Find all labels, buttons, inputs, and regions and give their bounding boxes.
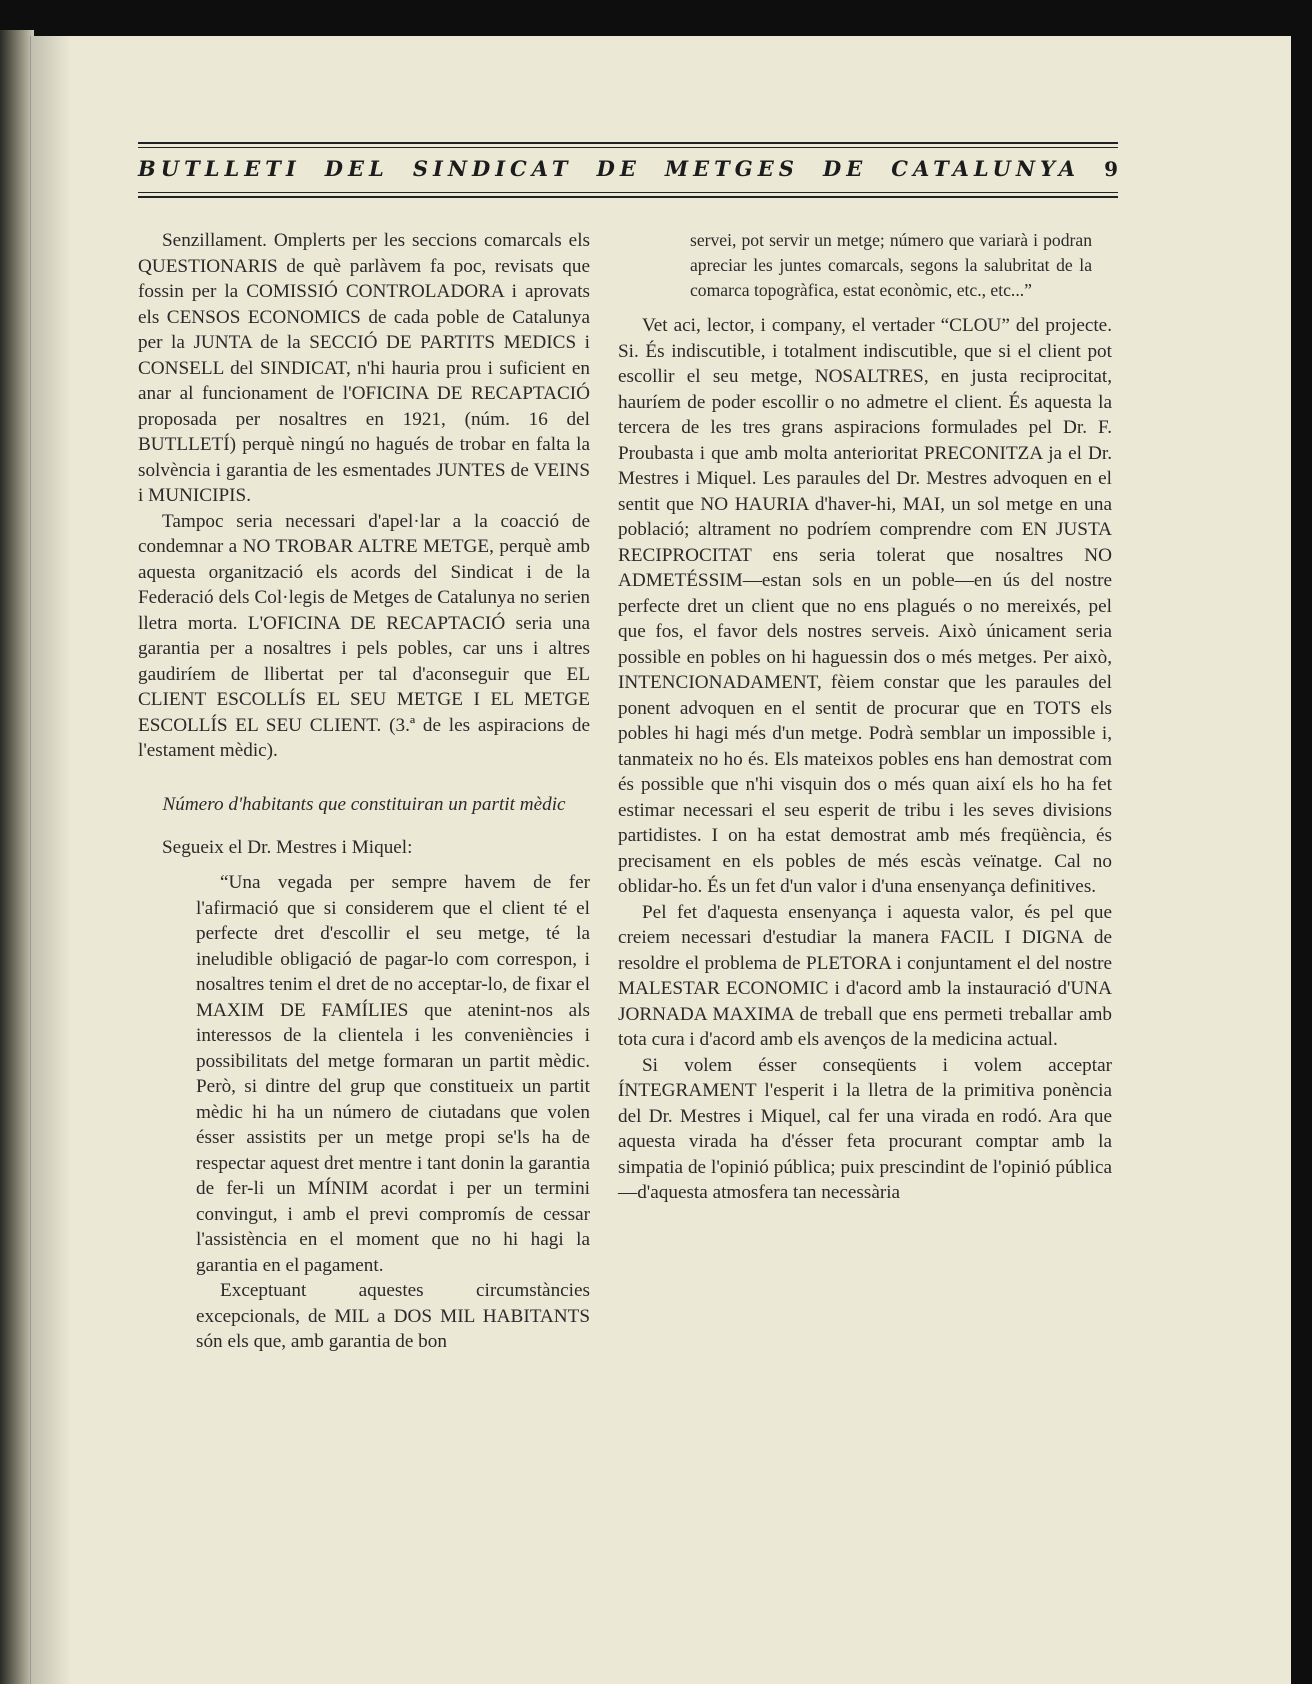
header-word: CATALUNYA <box>891 156 1080 181</box>
header-word: SINDICAT <box>412 156 573 181</box>
quote-paragraph: servei, pot servir un metge; número que variarà i podran apreciar les juntes comarcals, segons la salubritat de la comarca topogràfica, estat econòmic, etc., etc...” <box>690 230 1092 300</box>
quote-paragraph: Exceptuant aquestes circumstàncies excepcionals, de MIL a DOS MIL HABITANTS són els que, amb garantia de bon <box>196 1280 590 1352</box>
quote-continuation <box>690 228 1092 303</box>
paragraph: Segueix el Dr. Mestres i Miquel: <box>162 836 413 858</box>
header-rule-bottom <box>138 196 1118 198</box>
header-word: DE <box>596 156 641 181</box>
header-rule-bottom-thin <box>138 192 1118 193</box>
header-word: DE <box>823 156 868 181</box>
header-word: BUTLLETI <box>138 156 301 181</box>
page-number: 9 <box>1104 157 1118 181</box>
right-column <box>618 228 1112 1206</box>
quote-paragraph: “Una vegada per sempre havem de fer l'afirmació que si considerem que el client té el perfecte dret d'escollir el seu metge, té la ineludible obligació de pagar-lo com correspon, i nosaltres tenim el dret de no acceptar-lo, de fixar el MAXIM DE FAMÍLIES que atenint-nos als interessos de la clientela i les conveniències i possibilitats del metge formaran un partit mèdic. Però, si dintre del grup que constitueix un partit mèdic hi ha un número de ciutadans que volen ésser assistits per un metge propi se'ls ha de respectar aquest dret mentre i tant donin la garantia de fer-li un MÍNIM acordat i per un termini convingut, i amb el previ compromís de cessar l'assistència en el moment que no hi hagi la garantia en el pagament. <box>196 872 590 1276</box>
header-word: DEL <box>324 156 389 181</box>
paragraph: Vet aci, lector, i company, el vertader “CLOU” del projecte. Si. És indiscutible, i totalment indiscutible, que si el client pot escollir el seu metge, NOSALTRES, en justa reciprocitat, hauríem de poder escollir o no admetre el client. És aquesta la tercera de les tres grans aspiracions formulades pel Dr. F. Proubasta i que amb molta anterioritat PRECONITZA ja el Dr. Mestres i Miquel. Les paraules del Dr. Mestres advoquen en el sentit que NO HAURIA d'haver-hi, MAI, un sol metge en una població; altrament no podríem comprendre com EN JUSTA RECIPROCITAT ens seria tolerat que nosaltres NO ADMETÉSSIM—estan sols en un poble—en ús del nostre perfecte dret un client que no ens plagués o no mereixés, pel que fos, el favor dels nostres serveis. Això únicament seria possible en pobles on hi haguessin dos o més metges. Per això, INTENCIONADAMENT, fèiem constar que les paraules del ponent advoquen en el sentit de procurar que en TOTS els pobles hi hagi més d'un metge. Podrà semblar un impossible i, tanmateix no ho és. Els mateixos pobles ens han demostrat com és possible que n'hi visquin dos o més quan així els ho ha fet estimar necessari el seu esperit de tribu i les seves divisions partidistes. I on ha estat demostrat amb més freqüència, és precisament en els pobles de més escàs veïnatge. Cal no oblidar-ho. És un fet d'un valor i d'una ensenyança definitives. <box>618 315 1112 897</box>
header-rule-top <box>138 142 1118 144</box>
header-word: METGES <box>664 156 799 181</box>
paragraph: Senzillament. Omplerts per les seccions comarcals els QUESTIONARIS de què parlàvem fa poc, revisats que fossin per la COMISSIÓ CONTROLADORA i aprovats els CENSOS ECONOMICS de cada poble de Catalunya per la JUNTA de la SECCIÓ DE PARTITS MEDICS i CONSELL del SINDICAT, n'hi hauria prou i suficient en anar al funcionament de l'OFICINA DE RECAPTACIÓ proposada per nosaltres en 1921, (núm. 16 del BUTLLETÍ) perquè ningú no hagués de trobar en falta la solvència i garantia de les esmentades JUNTES de VEINS i MUNICIPIS. <box>138 230 590 506</box>
section-title: Número d'habitants que constituiran un partit mèdic <box>162 793 566 815</box>
header-rule-top-thin <box>138 147 1118 148</box>
running-header <box>138 104 1118 204</box>
left-column <box>138 228 590 1355</box>
paragraph: Tampoc seria necessari d'apel·lar a la coacció de condemnar a NO TROBAR ALTRE METGE, perquè amb aquesta organització els acords del Sindicat i de la Federació dels Col·legis de Metges de Catalunya no serien lletra morta. L'OFICINA DE RECAPTACIÓ seria una garantia per a nosaltres i pels pobles, car uns i altres gaudiríem de llibertat per tal d'aconseguir que EL CLIENT ESCOLLÍS EL SEU METGE I EL METGE ESCOLLÍS EL SEU CLIENT. (3.ª de les aspiracions de l'estament mèdic). <box>138 510 590 761</box>
header-title <box>138 156 1118 181</box>
book-spine <box>0 30 34 1684</box>
paragraph: Pel fet d'aquesta ensenyança i aquesta valor, és pel que creiem necessari d'estudiar la manera FACIL I DIGNA de resoldre el problema de PLETORA i conjuntament el del nostre MALESTAR ECONOMIC i d'acord amb la instauració d'UNA JORNADA MAXIMA de treball que ens permeti treballar amb tota cura i d'acord amb els avenços de la medicina actual. <box>618 901 1112 1050</box>
paragraph: Si volem ésser conseqüents i volem acceptar ÍNTEGRAMENT l'esperit i la lletra de la primitiva ponència del Dr. Mestres i Miquel, cal fer una virada en rodó. Ara que aquesta virada ha d'ésser feta procurant comptar amb la simpatia de l'opinió pública; puix prescindint de l'opinió pública—d'aquesta atmosfera tan necessària <box>618 1054 1112 1203</box>
